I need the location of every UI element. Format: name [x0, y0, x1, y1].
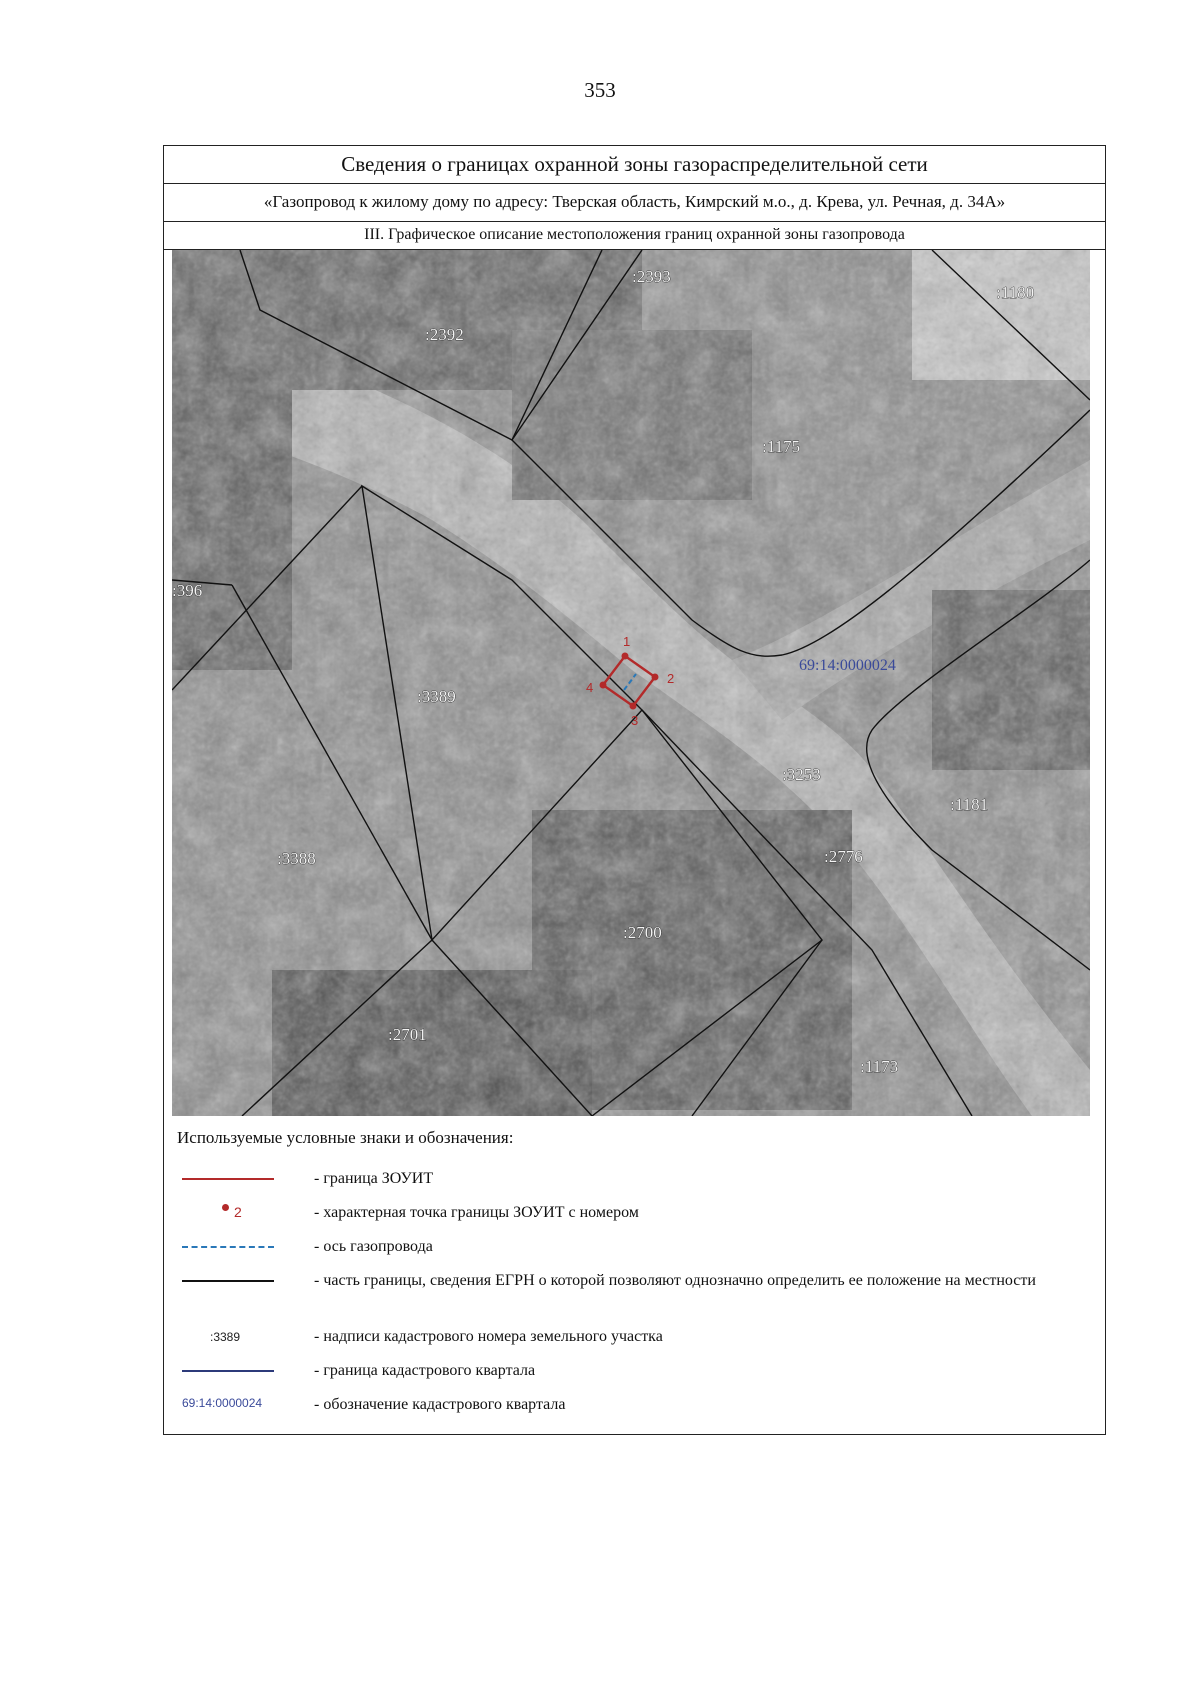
point-number-sample: 2 — [234, 1204, 242, 1220]
parcel-label-396: :396 — [172, 581, 203, 600]
parcel-label-3389: :3389 — [417, 687, 456, 706]
legend-text: - граница кадастрового квартала — [314, 1362, 536, 1379]
legend-text: - характерная точка границы ЗОУИТ с номером — [314, 1204, 639, 1221]
legend-text: - надписи кадастрового номера земельного участка — [314, 1328, 663, 1345]
legend-title: Используемые условные знаки и обозначения: — [177, 1128, 514, 1147]
parcel-label-2700: :2700 — [623, 923, 662, 942]
legend-symbol-navy-line — [182, 1356, 284, 1386]
parcel-label-2392: :2392 — [425, 325, 464, 344]
point-4-marker — [600, 682, 607, 689]
point-1-marker — [622, 653, 629, 660]
point-label-1: 1 — [623, 634, 631, 649]
point-2-marker — [652, 674, 659, 681]
parcel-label-1173: :1173 — [860, 1057, 899, 1076]
legend-text: - граница ЗОУИТ — [314, 1170, 434, 1187]
parcel-label-2776: :2776 — [824, 847, 863, 866]
object-name: «Газопровод к жилому дому по адресу: Тверская область, Кимрский м.о., д. Крева, ул. Речная, д. 34А» — [164, 184, 1105, 222]
document-title: Сведения о границах охранной зоны газораспределительной сети — [164, 146, 1105, 184]
legend-symbol-blue-dashed-line — [182, 1232, 284, 1262]
parcel-label-1181: :1181 — [950, 795, 989, 814]
parcel-label-sample: :3389 — [210, 1330, 241, 1344]
quarter-label: 69:14:0000024 — [799, 657, 896, 674]
page-number: 353 — [584, 78, 616, 102]
quarter-label-sample: 69:14:0000024 — [182, 1396, 263, 1410]
legend-text: - ось газопровода — [314, 1238, 433, 1255]
point-label-3: 3 — [631, 713, 639, 728]
parcel-label-3253: :3253 — [782, 765, 821, 784]
parcel-label-3388: :3388 — [277, 849, 316, 868]
parcel-label-2701: :2701 — [388, 1025, 427, 1044]
legend-symbol-red-line — [182, 1164, 284, 1194]
point-label-2: 2 — [667, 671, 675, 686]
parcel-label-1180: :1180 — [996, 283, 1035, 302]
legend-symbol-quarter-label — [182, 1390, 284, 1420]
parcel-label-1175: :1175 — [762, 437, 801, 456]
point-label-4: 4 — [586, 680, 594, 695]
legend-symbol-red-point — [182, 1198, 284, 1228]
imagery-grain — [172, 250, 1090, 1116]
legend-symbol-parcel-label — [182, 1324, 284, 1354]
document-frame — [163, 145, 1106, 1435]
legend-text: - часть границы, сведения ЕГРН о которой позволяют однозначно определить ее положение на местности — [314, 1272, 1036, 1289]
legend-text: - обозначение кадастрового квартала — [314, 1396, 566, 1413]
map-svg — [172, 250, 1090, 1116]
section-title: III. Графическое описание местоположения границ охранной зоны газопровода — [164, 222, 1105, 250]
legend-symbol-black-line — [182, 1266, 284, 1296]
point-3-marker — [630, 703, 637, 710]
cadastral-map[interactable] — [172, 250, 1090, 1116]
parcel-label-2393: :2393 — [632, 267, 671, 286]
red-point-icon — [222, 1204, 229, 1211]
